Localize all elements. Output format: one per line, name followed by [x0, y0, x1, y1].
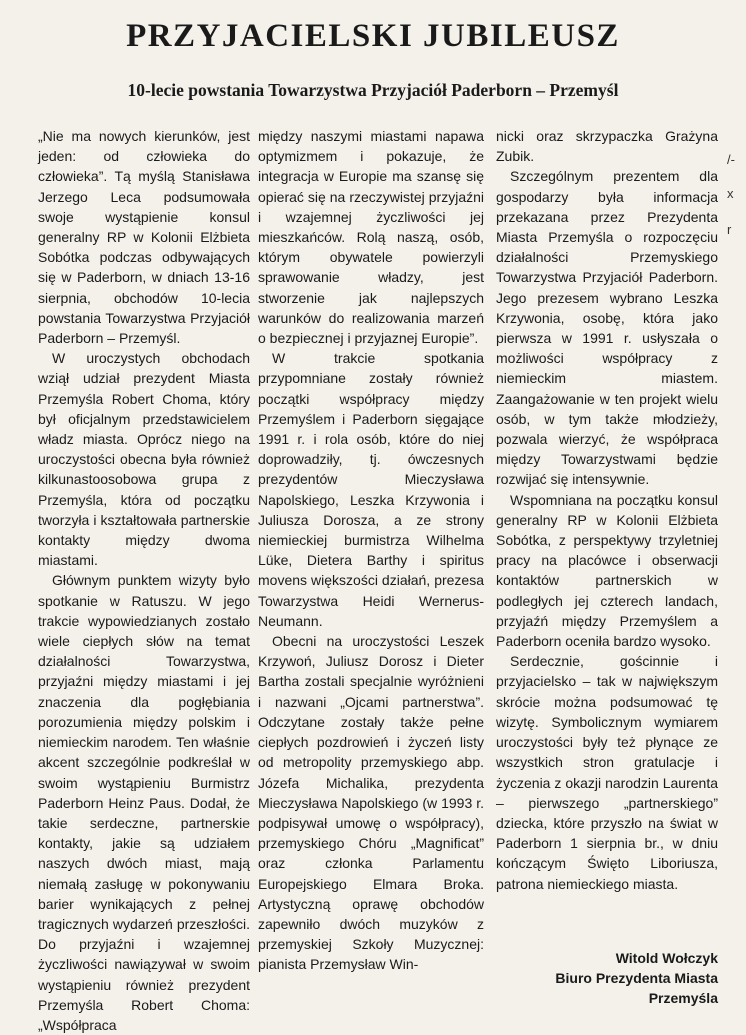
paragraph: Wspomniana na początku konsul generalny RP w Kolonii Elżbieta Sobótka, z perspektywy trzyletniej pracy na placówce i obserwacji kontaktów partnerskich w podległych jej czterech landach, przyjaźń między Przemyślem a Paderborn oceniła bardzo wysoko.: [496, 491, 718, 650]
paragraph: Głównym punktem wizyty było spotkanie w Ratuszu. W jego trakcie wypowiedzianych zostało wiele ciepłych słów na temat działalności Towarzystwa, przyjaźni między miastami i jej znaczenia dla pogłębiania porozumienia między polskim i niemieckim narodem. Ten właśnie akcent szczególnie podkreślał w swoim wystąpieniu Burmistrz Paderborn Heinz Paus. Dodał, że takie serdeczne, partnerskie kontakty, jakie są udziałem naszych dwóch miast, mają niemałą zasługę w pokonywaniu barier wynikających z pełnej tragicznych wydarzeń przeszłości. Do przyjaźni i wzajemnej życzliwości nawiązywał w swoim wystąpieniu również prezydent Przemyśla Robert Choma: „Współpraca: [38, 572, 250, 1033]
paragraph: W uroczystych obchodach wziął udział prezydent Miasta Przemyśla Robert Choma, który był oficjalnym przedstawicielem władz miasta. Oprócz niego na uroczystości obecna była również kilkunastoosobowa grupa z Przemyśla, która od początku tworzyła i kształtowała partnerskie kontakty między dwoma miastami.: [38, 350, 250, 569]
author-office: Biuro Prezydenta Miasta: [555, 970, 718, 986]
paragraph: między naszymi miastami napawa optymizmem i pokazuje, że integracja w Europie ma szansę się opierać się na rzeczywistej przyjaźni i wzajemnej życzliwości jej mieszkańców. Rolą naszą, osób, którym obywatele powierzyli sprawowanie władzy, jest stworzenie jak najlepszych warunków do realizowania marzeń o bezpiecznej i przyjaznej Europie”.: [258, 128, 484, 347]
edge-fragment: x: [727, 186, 734, 201]
paragraph: „Nie ma nowych kierunków, jest jeden: od człowieka do człowieka”. Tą myślą Stanisława Jerzego Leca podsumowała swoje wystąpienie konsul generalny RP w Kolonii Elżbieta Sobótka podczas odbywających się w Paderborn, w dniach 13-16 sierpnia, obchodów 10-lecia powstania Towarzystwa Przyjaciół Paderborn – Przemyśl.: [38, 128, 250, 347]
paragraph: Obecni na uroczystości Leszek Krzywoń, Juliusz Dorosz i Dieter Bartha zostali specjalnie wyróżnieni i nazwani „Ojcami partnerstwa”. Odczytane zostały także pełne ciepłych pozdrowień i życzeń listy od metropolity przemyskiego abp. Józefa Michalika, prezydenta Mieczysława Napolskiego (w 1993 r. podpisywał umowę o współpracy), przemyskiego Chóru „Magnificat” oraz członka Parlamentu Europejskiego Elmara Broka. Artystyczną oprawę obchodów zapewniło dwóch muzyków z przemyskiej Szkoły Muzycznej: pianista Przemysław Win-: [258, 633, 484, 973]
paragraph: W trakcie spotkania przypomniane zostały również początki współpracy między Przemyślem i Paderborn sięgające 1991 r. i rola osób, które do niej doprowadziły, tj. ówczesnych prezydentów Mieczysława Napolskiego, Leszka Krzywonia i Juliusza Dorosza, a ze strony niemieckiej burmistrza Wilhelma Lüke, Dietera Barthy i spiritus movens większości działań, prezesa Towarzystwa Heidi Wernerus-Neumann.: [258, 350, 484, 629]
paragraph: Szczególnym prezentem dla gospodarzy była informacja przekazana przez Prezydenta Miasta Przemyśla o rozpoczęciu działalności Przemyskiego Towarzystwa Przyjaciół Paderborn. Jego prezesem wybrano Leszka Krzywonia, osobę, która jako pierwsza w 1991 r. usłyszała o możliwości współpracy z niemieckim miastem. Zaangażowanie w ten projekt wielu osób, w tym także młodzieży, pozwala wierzyć, że współpraca między Towarzystwami będzie rozwijać się intensywnie.: [496, 168, 718, 488]
author-signature: [496, 948, 718, 1008]
paragraph: Serdecznie, gościnnie i przyjacielsko – tak w największym skrócie można podsumować tę wizytę. Symbolicznym wymiarem uroczystości były też płynące ze wszystkich stron gratulacje i życzenia z okazji narodzin Laurenta – pierwszego „partnerskiego” dziecka, które przyszło na świat w Paderborn 1 sierpnia br., w dniu kończącym Święto Liboriusza, patrona niemieckiego miasta.: [496, 653, 718, 892]
article-column-3: [496, 126, 718, 892]
article-headline: PRZYJACIELSKI JUBILEUSZ: [126, 18, 620, 54]
article-column-1: [38, 126, 250, 1033]
author-name: Witold Wołczyk: [615, 950, 718, 966]
edge-fragment: r: [727, 222, 732, 237]
author-office-city: Przemyśla: [648, 990, 718, 1006]
article-subheadline: 10-lecie powstania Towarzystwa Przyjaciół Paderborn – Przemyśl: [127, 80, 619, 100]
edge-fragment: /-: [727, 152, 735, 167]
article-column-2: [258, 126, 484, 1010]
paragraph: nicki oraz skrzypaczka Grażyna Zubik.: [496, 128, 718, 165]
